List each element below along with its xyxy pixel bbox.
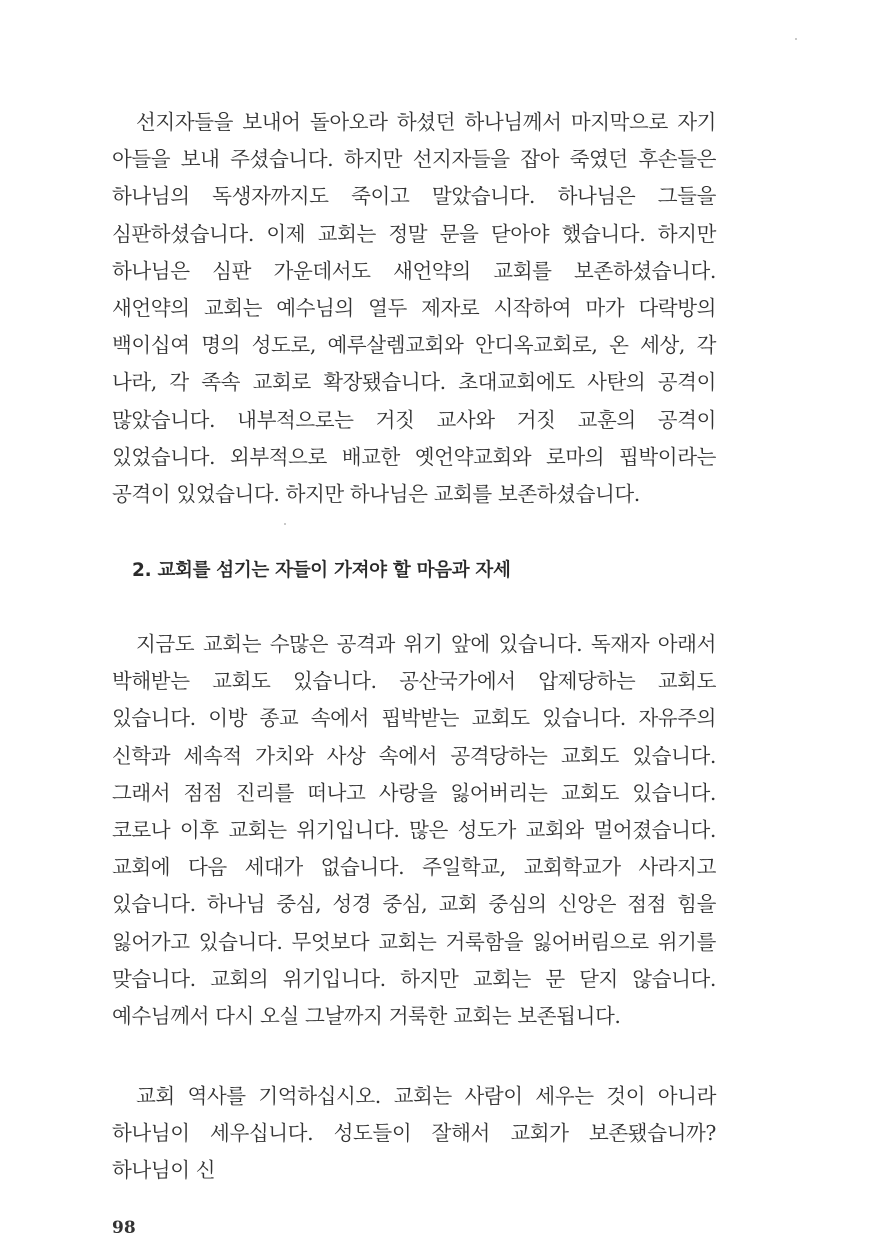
scan-speck bbox=[795, 38, 797, 40]
section-heading: 2. 교회를 섬기는 자들이 가져야 할 마음과 자세 bbox=[132, 560, 511, 581]
page-number: 98 bbox=[112, 1218, 136, 1238]
scan-speck bbox=[284, 523, 286, 525]
body-paragraph: 지금도 교회는 수많은 공격과 위기 앞에 있습니다. 독재자 아래서 박해받는 교회도 있습니다. 공산국가에서 압제당하는 교회도 있습니다. 이방 종교 속에서 핍박받는 교회도 있습니다. 자유주의 신학과 세속적 가치와 사상 속에서 공격당하는 교회도 있습니다. 그래서 점점 진리를 떠나고 사랑을 잃어버리는 교회도 있습니다. 코로나 이후 교회는 위기입니다. 많은 성도가 교회와 멀어졌습니다. 교회에 다음 세대가 없습니다. 주일학교, 교회학교가 사라지고 있습니다. 하나님 중심, 성경 중심, 교회 중심의 신앙은 점점 힘을 잃어가고 있습니다. 무엇보다 교회는 거룩함을 잃어버림으로 위기를 맞습니다. 교회의 위기입니다. 하지만 교회는 문 닫지 않습니다. 예수님께서 다시 오실 그날까지 거룩한 교회는 보존됩니다. bbox=[112, 632, 716, 1029]
body-paragraph: 교회 역사를 기억하십시오. 교회는 사람이 세우는 것이 아니라 하나님이 세우십니다. 성도들이 잘해서 교회가 보존됐습니까? 하나님이 신 bbox=[112, 1084, 716, 1183]
body-paragraph: 선지자들을 보내어 돌아오라 하셨던 하나님께서 마지막으로 자기 아들을 보내 주셨습니다. 하지만 선지자들을 잡아 죽였던 후손들은 하나님의 독생자까지도 죽이고 말았습니다. 하나님은 그들을 심판하셨습니다. 이제 교회는 정말 문을 닫아야 했습니다. 하지만 하나님은 심판 가운데서도 새언약의 교회를 보존하셨습니다. 새언약의 교회는 예수님의 열두 제자로 시작하여 마가 다락방의 백이십여 명의 성도로, 예루살렘교회와 안디옥교회로, 온 세상, 각 나라, 각 족속 교회로 확장됐습니다. 초대교회에도 사탄의 공격이 많았습니다. 내부적으로는 거짓 교사와 거짓 교훈의 공격이 있었습니다. 외부적으로 배교한 옛언약교회와 로마의 핍박이라는 공격이 있었습니다. 하지만 하나님은 교회를 보존하셨습니다. bbox=[112, 110, 716, 507]
